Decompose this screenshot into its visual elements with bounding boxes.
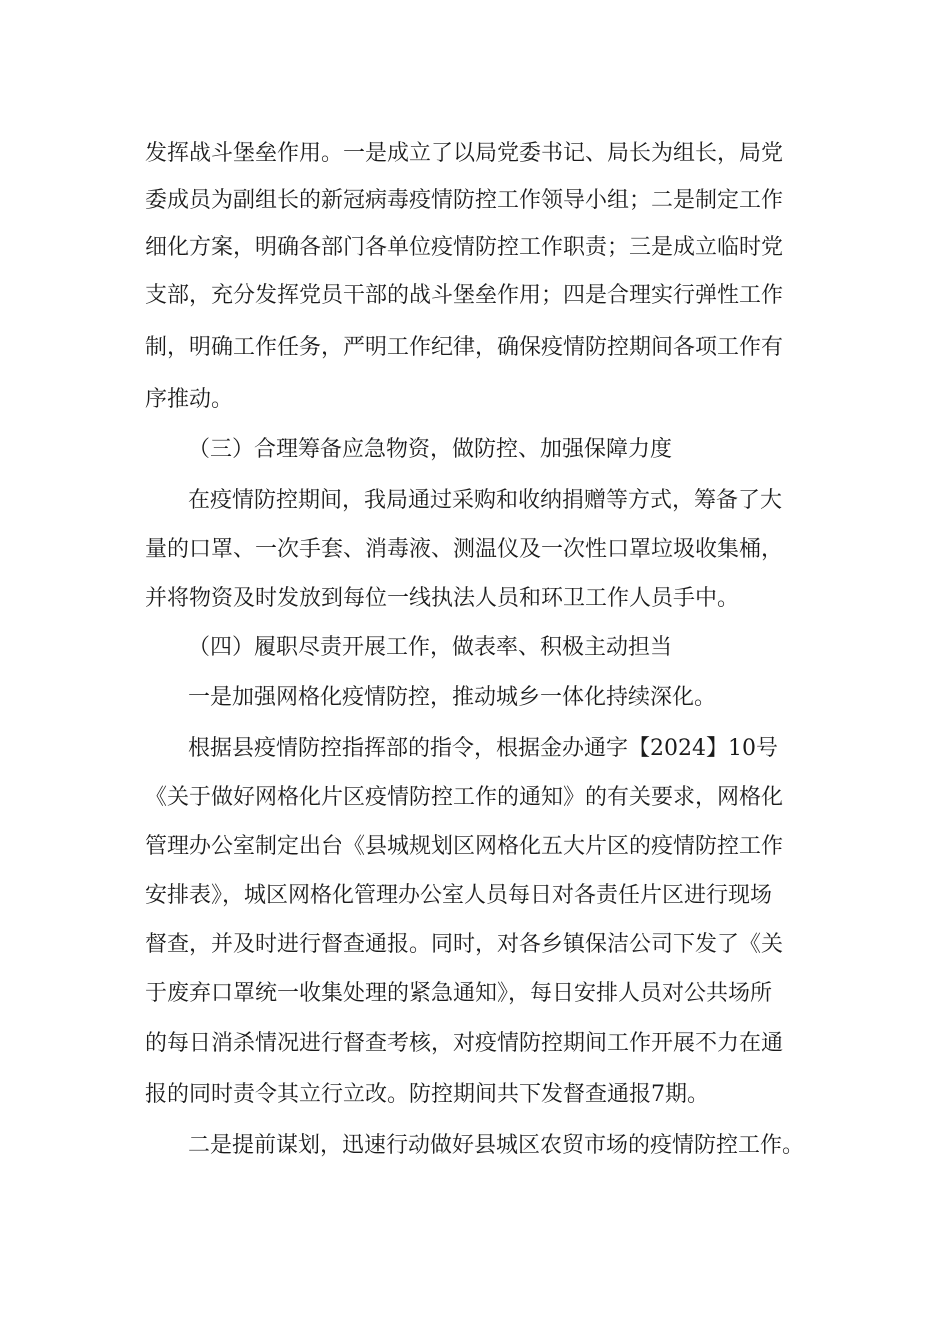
paragraph-line: 管理办公室制定出台《县城规划区网格化五大片区的疫情防控工作 — [145, 834, 784, 859]
paragraph-line: 督查，并及时进行督查通报。同时，对各乡镇保洁公司下发了《关 — [145, 932, 784, 957]
paragraph-line: 《关于做好网格化片区疫情防控工作的通知》的有关要求，网格化 — [145, 785, 784, 810]
paragraph-line: 细化方案，明确各部门各单位疫情防控工作职责；三是成立临时党 — [145, 235, 784, 260]
paragraph-line: 二是提前谋划，迅速行动做好县城区农贸市场的疫情防控工作。 — [188, 1133, 805, 1158]
paragraph-line: 的每日消杀情况进行督查考核，对疫情防控期间工作开展不力在通 — [145, 1031, 784, 1056]
paragraph-line: 报的同时责令其立行立改。防控期间共下发督查通报7期。 — [145, 1082, 709, 1107]
paragraph-line: 制，明确工作任务，严明工作纪律，确保疫情防控期间各项工作有 — [145, 335, 784, 360]
paragraph-line: 在疫情防控期间，我局通过采购和收纳捐赠等方式，筹备了大 — [188, 488, 783, 513]
paragraph-line: 序推动。 — [145, 387, 234, 412]
paragraph-line: 安排表》，城区网格化管理办公室人员每日对各责任片区进行现场 — [145, 883, 773, 908]
paragraph-line: 根据县疫情防控指挥部的指令，根据金办通字【2024】10号 — [188, 736, 778, 761]
paragraph-line: 量的口罩、一次手套、消毒液、测温仪及一次性口罩垃圾收集桶， — [145, 537, 784, 562]
paragraph-line: 支部，充分发挥党员干部的战斗堡垒作用；四是合理实行弹性工作 — [145, 283, 784, 308]
section-heading: （四）履职尽责开展工作，做表率、积极主动担当 — [188, 635, 673, 660]
paragraph-line: 于废弃口罩统一收集处理的紧急通知》，每日安排人员对公共场所 — [145, 981, 773, 1006]
paragraph-line: 发挥战斗堡垒作用。一是成立了以局党委书记、局长为组长，局党 — [145, 141, 784, 166]
section-heading: （三）合理筹备应急物资，做防控、加强保障力度 — [188, 437, 673, 462]
paragraph-line: 委成员为副组长的新冠病毒疫情防控工作领导小组；二是制定工作 — [145, 188, 784, 213]
paragraph-line: 一是加强网格化疫情防控，推动城乡一体化持续深化。 — [188, 685, 717, 710]
paragraph-line: 并将物资及时发放到每位一线执法人员和环卫工作人员手中。 — [145, 586, 740, 611]
